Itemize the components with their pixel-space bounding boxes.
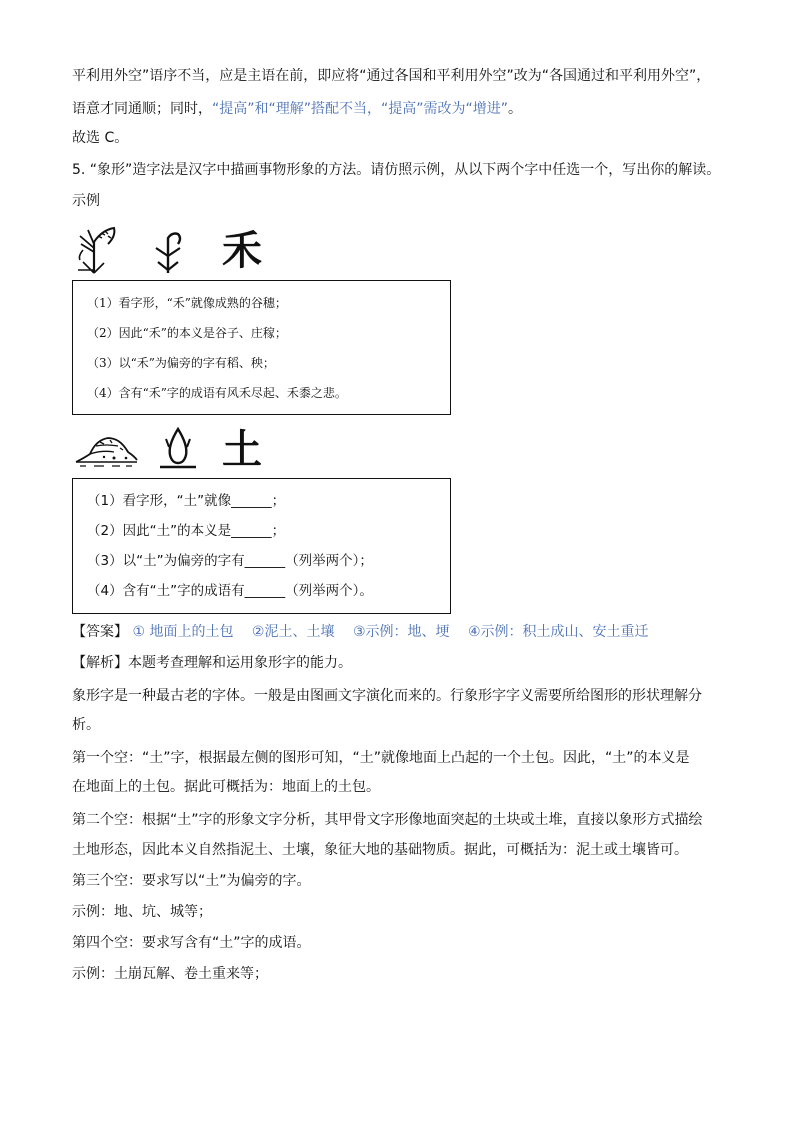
question-stem: 5. “象形”造字法是汉字中描画事物形象的方法。请仿照示例，从以下两个字中任选一个，写出你的解读。 — [72, 162, 721, 178]
analysis-line: 第一个空：“土”字，根据最左侧的图形可知，“土”就像地面上凸起的一个土包。因此，“土”的本义是 — [72, 750, 690, 766]
task-row-1: （1）看字形，“土”就像______； — [87, 493, 286, 509]
rice-plant-drawing-icon — [74, 226, 118, 274]
task-character: 土 — [222, 426, 262, 473]
example-row-2: （2）因此“禾”的本义是谷子、庄稼； — [87, 326, 287, 340]
intro-line-2-suffix: 。 — [508, 101, 523, 117]
answer-item-2: ②泥土、土壤 — [251, 624, 335, 640]
answer-item-1: ① 地面上的土包 — [132, 624, 234, 640]
intro-line-1: 平利用外空”语序不当，应是主语在前，即应将“通过各国和平利用外空”改为“各国通过和平利用外空”， — [72, 68, 711, 84]
task-row-4: （4）含有“土”字的成语有______（列举两个）。 — [87, 583, 373, 599]
analysis-line: 第二个空：根据“土”字的形象文字分析，其甲骨文字形像地面突起的土块或土堆，直接以象形方式描绘 — [72, 812, 703, 828]
earth-mound-drawing-icon — [74, 428, 138, 468]
task-row-3: （3）以“土”为偏旁的字有______（列举两个）； — [87, 553, 373, 569]
analysis-line: 象形字是一种最古老的字体。一般是由图画文字演化而来的。行象形字字义需要所给图形的形状理解分 — [72, 688, 702, 704]
task-row-2: （2）因此“土”的本义是______； — [87, 523, 286, 539]
intro-line-2-prefix: 语意才同通顺；同时， — [72, 101, 212, 117]
analysis-line: 析。 — [72, 717, 100, 733]
analysis-line: 土地形态，因此本义自然指泥土、土壤，象征大地的基础物质。据此，可概括为：泥土或土壤皆可。 — [72, 842, 688, 858]
answer-item-4: ④示例：积土成山、安土重迁 — [467, 624, 649, 640]
intro-line-2-highlight: “提高”和“理解”搭配不当，“提高”需改为“增进” — [212, 101, 509, 117]
example-box — [72, 280, 451, 415]
example-row-4: （4）含有“禾”字的成语有风禾尽起、禾黍之悲。 — [87, 386, 347, 400]
intro-line-2 — [72, 99, 522, 119]
analysis-line: 示例：地、坑、城等； — [72, 904, 212, 920]
oracle-bone-he-icon — [150, 230, 186, 274]
analysis-line-1 — [72, 653, 352, 673]
oracle-bone-tu-icon — [158, 425, 198, 471]
analysis-intro: 本题考查理解和运用象形字的能力。 — [128, 655, 352, 671]
example-character: 禾 — [222, 227, 262, 274]
analysis-line: 第四个空：要求写含有“土”字的成语。 — [72, 935, 311, 951]
analysis-line: 在地面上的土包。据此可概括为：地面上的土包。 — [72, 779, 380, 795]
intro-line-3: 故选 C。 — [72, 130, 129, 146]
analysis-line: 示例：土崩瓦解、卷土重来等； — [72, 966, 268, 982]
analysis-label: 【解析】 — [72, 655, 128, 671]
answer-line — [72, 622, 663, 642]
answer-item-3: ③示例：地、埂 — [352, 624, 450, 640]
example-row-3: （3）以“禾”为偏旁的字有稻、秧； — [87, 356, 275, 370]
task-box — [72, 478, 451, 614]
answer-label: 【答案】 — [72, 624, 128, 640]
example-row-1: （1）看字形，“禾”就像成熟的谷穗； — [87, 296, 287, 310]
analysis-line: 第三个空：要求写以“土”为偏旁的字。 — [72, 873, 311, 889]
example-label: 示例 — [72, 193, 100, 209]
